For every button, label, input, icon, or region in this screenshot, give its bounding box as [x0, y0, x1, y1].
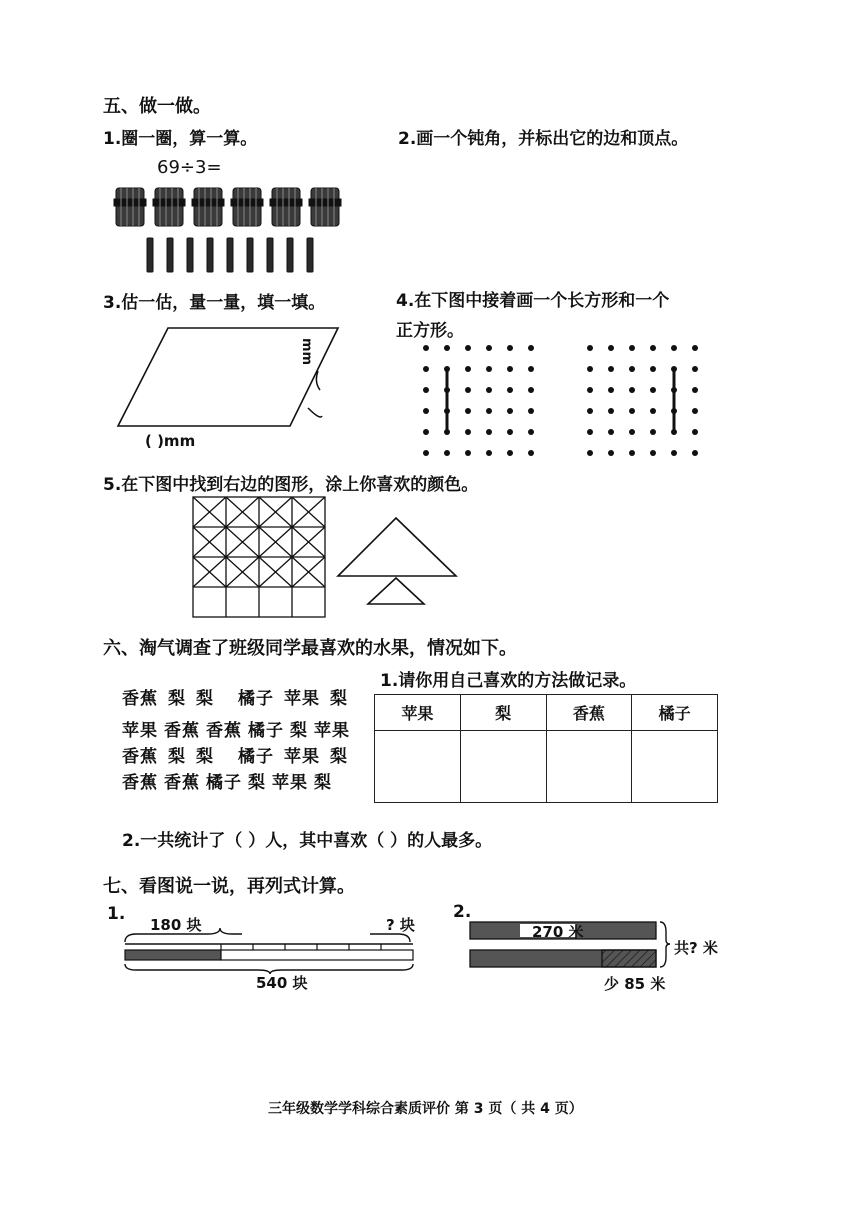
stick-bundle-5 [270, 188, 302, 226]
q4-label-line1: 4.在下图中接着画一个长方形和一个 [396, 291, 670, 311]
survey-item: 苹果 [122, 721, 158, 741]
p2-less-label: 少 85 米 [604, 975, 666, 993]
survey-item: 橘子 [238, 747, 274, 767]
parallelogram-figure [108, 320, 348, 432]
p1-part-label: 180 块 [150, 916, 202, 934]
survey-item: 梨 [196, 747, 214, 767]
record-header-pear: 梨 [460, 695, 546, 731]
survey-item: 梨 [248, 773, 266, 793]
stick-bundles-figure [110, 183, 350, 275]
record-header-orange: 橘子 [632, 695, 718, 731]
q2-label: 2.画一个钝角，并标出它的边和顶点。 [398, 129, 689, 149]
survey-row-3 [122, 742, 358, 768]
survey-item: 梨 [330, 747, 348, 767]
survey-item: 梨 [168, 747, 186, 767]
stick-bundle-1 [114, 188, 146, 226]
survey-item: 梨 [330, 689, 348, 709]
single-sticks [147, 238, 313, 272]
survey-item: 香蕉 [164, 773, 200, 793]
survey-row-4 [122, 768, 358, 794]
record-header-banana: 香蕉 [546, 695, 632, 731]
record-header-apple: 苹果 [375, 695, 461, 731]
survey-item: 香蕉 [122, 773, 158, 793]
survey-list [122, 684, 358, 794]
p2-top-label: 270 米 [532, 923, 584, 941]
survey-item: 香蕉 [122, 689, 158, 709]
p2-number: 2. [453, 902, 472, 922]
q4-label-line2: 正方形。 [396, 321, 464, 341]
record-cell-orange[interactable] [632, 731, 718, 803]
survey-row-1 [122, 684, 358, 716]
triangle-grid-figure[interactable] [192, 496, 328, 620]
section6-title: 六、淘气调查了班级同学最喜欢的水果，情况如下。 [103, 638, 517, 659]
p1-number: 1. [107, 904, 126, 924]
stick-bundle-6 [309, 188, 341, 226]
survey-item: 苹果 [314, 721, 350, 741]
dot-grid-right[interactable] [582, 342, 702, 462]
dot-grid-left[interactable] [418, 342, 538, 462]
record-cell-banana[interactable] [546, 731, 632, 803]
stick-bundle-3 [192, 188, 224, 226]
q5-label: 5.在下图中找到右边的图形，涂上你喜欢的颜色。 [103, 475, 479, 495]
q3-bottom-blank: ( )mm [145, 432, 196, 450]
survey-item: 香蕉 [206, 721, 242, 741]
record-cell-apple[interactable] [375, 731, 461, 803]
s6-q2-label: 2.一共统计了（ ）人，其中喜欢（ ）的人最多。 [122, 831, 493, 851]
p1-bar-diagram [122, 930, 422, 974]
p1-unknown-label: ? 块 [386, 916, 415, 934]
survey-item: 苹果 [284, 747, 320, 767]
survey-item: 香蕉 [164, 721, 200, 741]
record-cell-pear[interactable] [460, 731, 546, 803]
stick-bundle-4 [231, 188, 263, 226]
section7-title: 七、看图说一说，再列式计算。 [103, 876, 355, 897]
s6-q1-label: 1.请你用自己喜欢的方法做记录。 [380, 671, 637, 691]
survey-item: 梨 [196, 689, 214, 709]
q3-side-unit: mm [299, 338, 314, 366]
page-footer: 三年级数学学科综合素质评价 第 3 页（ 共 4 页） [268, 1101, 583, 1117]
stick-bundle-2 [153, 188, 185, 226]
survey-item: 香蕉 [122, 747, 158, 767]
q3-label: 3.估一估，量一量，填一填。 [103, 293, 326, 313]
survey-item: 梨 [290, 721, 308, 741]
q1-equation: 69÷3= [157, 157, 222, 178]
q1-label: 1.圈一圈，算一算。 [103, 129, 258, 149]
p2-total-label: 共? 米 [674, 939, 718, 957]
target-shape-figure [336, 514, 462, 608]
section5-title: 五、做一做。 [103, 96, 211, 117]
survey-item: 橘子 [248, 721, 284, 741]
survey-item: 苹果 [272, 773, 308, 793]
record-table [374, 694, 718, 803]
p1-total-label: 540 块 [256, 974, 308, 992]
survey-row-2 [122, 716, 358, 742]
survey-item: 梨 [168, 689, 186, 709]
survey-item: 梨 [314, 773, 332, 793]
survey-item: 橘子 [206, 773, 242, 793]
survey-item: 苹果 [284, 689, 320, 709]
survey-item: 橘子 [238, 689, 274, 709]
